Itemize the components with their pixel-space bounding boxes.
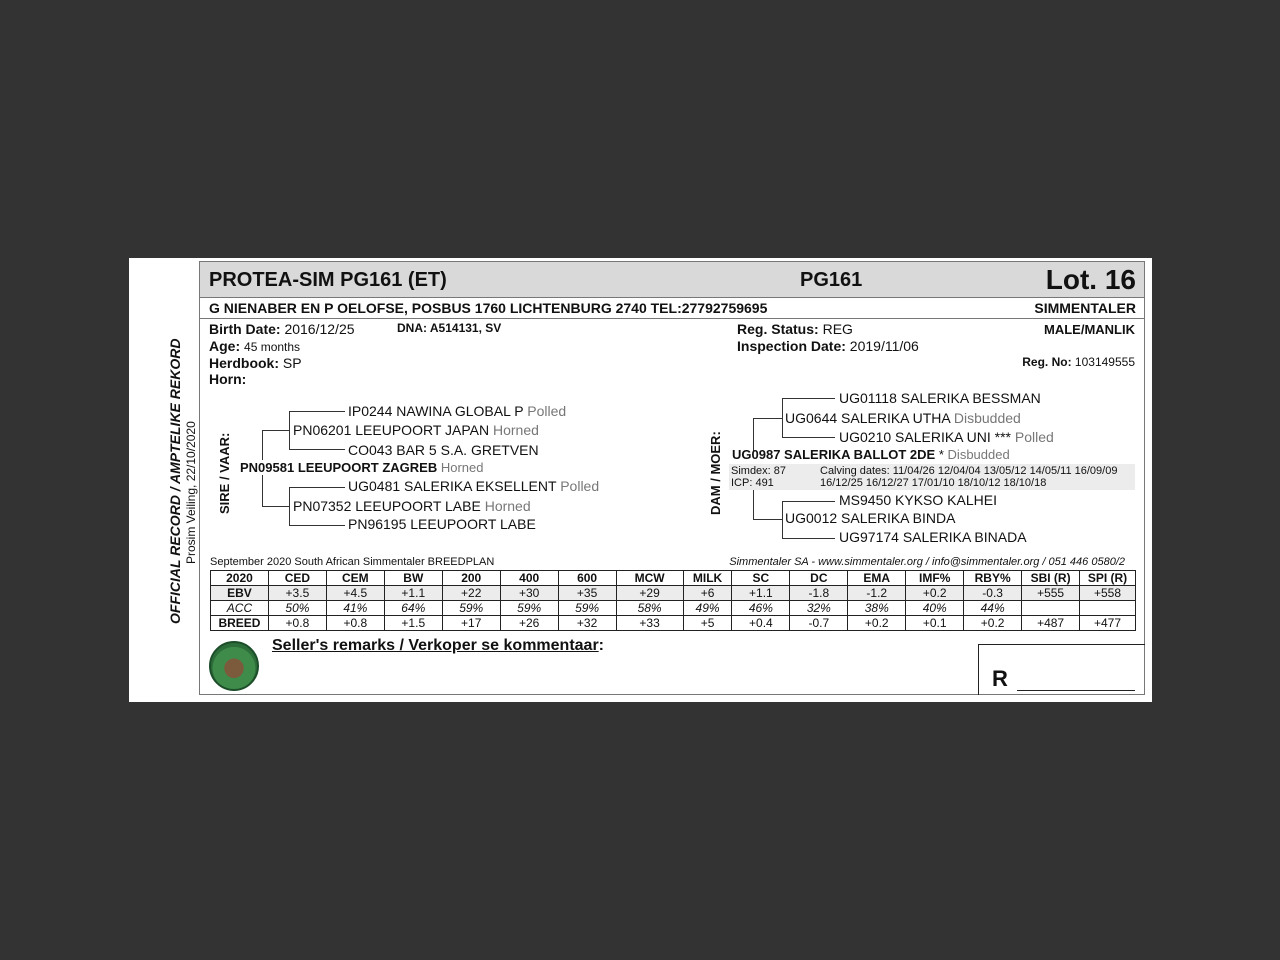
reg-no: Reg. No: 103149555	[1022, 355, 1135, 369]
breedplan-title: September 2020 South African Simmentaler BREEDPLAN	[210, 556, 495, 568]
acc-cell: 41%	[326, 601, 384, 616]
ebv-cell: +555	[1022, 586, 1080, 601]
age: Age: 45 months	[209, 338, 301, 354]
headers-cell: EMA	[848, 571, 906, 586]
acc-cell	[1080, 601, 1136, 616]
headers-cell: CEM	[326, 571, 384, 586]
acc-cell: 49%	[683, 601, 732, 616]
inspection-date: Inspection Date: 2019/11/06	[737, 338, 919, 354]
ebv-cell: +0.2	[906, 586, 964, 601]
ebv-cell: +558	[1080, 586, 1136, 601]
breed-cell: +0.2	[848, 616, 906, 631]
breed-cell: +5	[683, 616, 732, 631]
headers-cell: 400	[500, 571, 558, 586]
ebv-cell: +4.5	[326, 586, 384, 601]
sire-sire: PN06201 LEEUPOORT JAPAN Horned	[293, 422, 539, 438]
ebv-cell: +22	[442, 586, 500, 601]
acc-cell: 46%	[732, 601, 790, 616]
headers-cell: MILK	[683, 571, 732, 586]
headers-cell: IMF%	[906, 571, 964, 586]
lot-card	[129, 258, 1152, 702]
sire-dam-sire: UG0481 SALERIKA EKSELLENT Polled	[348, 478, 600, 494]
breed-cell: +0.1	[906, 616, 964, 631]
headers-cell: BW	[384, 571, 442, 586]
headers-cell: MCW	[616, 571, 683, 586]
owner-bar	[199, 298, 1145, 319]
sire-dam: PN07352 LEEUPOORT LABE Horned	[293, 498, 531, 514]
official-record-label: OFFICIAL RECORD / AMPTELIKE REKORD	[167, 338, 183, 624]
price-box-top	[978, 644, 1145, 645]
acc-row	[211, 601, 1136, 616]
dam-sire: UG0644 SALERIKA UTHA Disbudded	[785, 410, 1021, 426]
ebv-cell: -1.2	[848, 586, 906, 601]
acc-cell: 40%	[906, 601, 964, 616]
acc-cell: 59%	[558, 601, 616, 616]
ebv-cell: +6	[683, 586, 732, 601]
ebv-row	[211, 586, 1136, 601]
lot-number: Lot. 16	[1045, 264, 1136, 295]
reg-status: Reg. Status: REG	[737, 321, 853, 337]
breed-cell: +1.5	[384, 616, 442, 631]
headers-cell: 2020	[211, 571, 269, 586]
acc-cell: 59%	[500, 601, 558, 616]
animal-code: PG161	[800, 269, 863, 291]
breed-cell: +487	[1022, 616, 1080, 631]
dam-dam-dam: UG97174 SALERIKA BINADA	[839, 529, 1027, 545]
price-label: R	[992, 666, 1008, 691]
horn-label: Horn:	[209, 371, 247, 387]
breed-cell: +26	[500, 616, 558, 631]
dam-name: UG0987 SALERIKA BALLOT 2DE * Disbudded	[732, 447, 1010, 462]
breed-cell: +32	[558, 616, 616, 631]
remarks-label: Seller's remarks / Verkoper se kommentaar:	[272, 637, 604, 654]
sex: MALE/MANLIK	[1044, 322, 1135, 337]
calving-dates-1: Calving dates: 11/04/26 12/04/04 13/05/12 14/05/11 16/09/09	[820, 465, 1118, 477]
breed-cell: +477	[1080, 616, 1136, 631]
ebv-cell: +35	[558, 586, 616, 601]
animal-name: PROTEA-SIM PG161 (ET)	[209, 269, 447, 291]
dam-sire-sire: UG01118 SALERIKA BESSMAN	[839, 390, 1041, 406]
ebv-cell: EBV	[211, 586, 269, 601]
acc-cell: 58%	[616, 601, 683, 616]
headers-cell: RBY%	[964, 571, 1022, 586]
acc-cell: 50%	[268, 601, 326, 616]
acc-cell: ACC	[211, 601, 269, 616]
dam-label: DAM / MOER:	[708, 431, 723, 515]
birth-date: Birth Date: 2016/12/25	[209, 321, 355, 337]
breed-cell: +0.8	[268, 616, 326, 631]
sire-label: SIRE / VAAR:	[217, 432, 232, 514]
ebv-cell: +3.5	[268, 586, 326, 601]
ebv-header-row	[211, 571, 1136, 586]
acc-cell: 64%	[384, 601, 442, 616]
headers-cell: SC	[732, 571, 790, 586]
headers-cell: 200	[442, 571, 500, 586]
price-box-side	[978, 644, 979, 695]
dam-dam-sire: MS9450 KYKSO KALHEI	[839, 492, 997, 508]
breed-row	[211, 616, 1136, 631]
breed-cell: BREED	[211, 616, 269, 631]
breed-cell: +0.2	[964, 616, 1022, 631]
dna-info: DNA: A514131, SV	[397, 321, 502, 335]
acc-cell	[1022, 601, 1080, 616]
calving-dates-2: 16/12/25 16/12/27 17/01/10 18/10/12 18/10/18	[820, 477, 1047, 489]
sale-label: Prosim Veiling, 22/10/2020	[184, 421, 198, 564]
ebv-table	[210, 570, 1136, 631]
dam-dam: UG0012 SALERIKA BINDA	[785, 510, 956, 526]
sire-sire-sire: IP0244 NAWINA GLOBAL P Polled	[348, 403, 567, 419]
ebv-cell: +29	[616, 586, 683, 601]
breed-cell: +33	[616, 616, 683, 631]
breed-cell: +0.4	[732, 616, 790, 631]
breed-name: SIMMENTALER	[1034, 300, 1136, 316]
headers-cell: DC	[790, 571, 848, 586]
headers-cell: 600	[558, 571, 616, 586]
owner-info: G NIENABER EN P OELOFSE, POSBUS 1760 LICHTENBURG 2740 TEL:27792759695	[209, 300, 768, 316]
acc-cell: 32%	[790, 601, 848, 616]
acc-cell: 59%	[442, 601, 500, 616]
title-bar	[199, 261, 1145, 298]
headers-cell: SPI (R)	[1080, 571, 1136, 586]
headers-cell: CED	[268, 571, 326, 586]
sire-name: PN09581 LEEUPOORT ZAGREB Horned	[240, 460, 484, 475]
simdex: Simdex: 87	[731, 465, 787, 477]
herdbook: Herdbook: SP	[209, 355, 302, 371]
acc-cell: 38%	[848, 601, 906, 616]
dam-sire-dam: UG0210 SALERIKA UNI *** Polled	[839, 429, 1054, 445]
icp: ICP: 491	[731, 477, 774, 489]
sire-sire-dam: CO043 BAR 5 S.A. GRETVEN	[348, 442, 539, 458]
ebv-cell: -0.3	[964, 586, 1022, 601]
ebv-cell: +1.1	[732, 586, 790, 601]
breed-cell: -0.7	[790, 616, 848, 631]
acc-cell: 44%	[964, 601, 1022, 616]
price-field[interactable]	[1017, 690, 1135, 691]
ebv-cell: +1.1	[384, 586, 442, 601]
breed-cell: +0.8	[326, 616, 384, 631]
simmentaler-logo-icon	[209, 641, 259, 691]
headers-cell: SBI (R)	[1022, 571, 1080, 586]
ebv-cell: -1.8	[790, 586, 848, 601]
breed-cell: +17	[442, 616, 500, 631]
card-frame	[199, 298, 1145, 695]
sire-dam-dam: PN96195 LEEUPOORT LABE	[348, 516, 536, 532]
breedplan-contact: Simmentaler SA - www.simmentaler.org / info@simmentaler.org / 051 446 0580/2	[729, 556, 1125, 568]
ebv-cell: +30	[500, 586, 558, 601]
calving-box	[729, 464, 1135, 490]
